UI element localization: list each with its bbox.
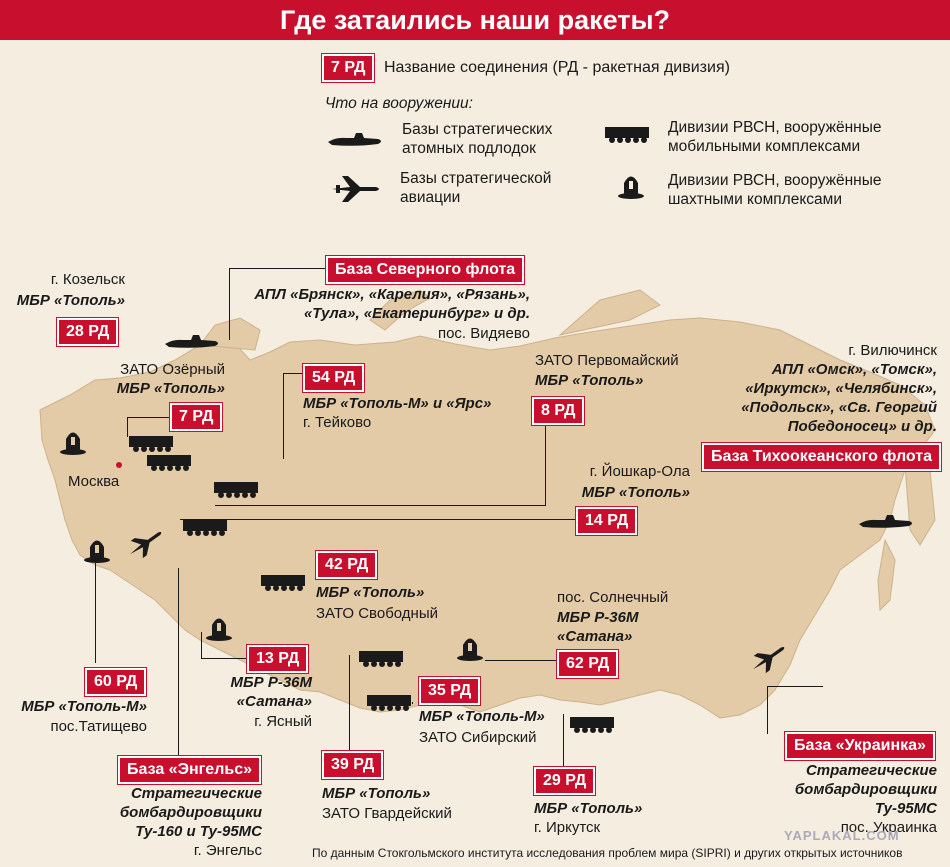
connector-line: [201, 632, 202, 658]
map-title: Где затаились наши ракеты?: [0, 0, 950, 40]
yasny-place: г. Ясный: [254, 713, 312, 730]
yoshkar-weapon: МБР «Тополь»: [581, 484, 690, 501]
pervomaisky-tag: 8 РД: [532, 397, 584, 425]
svobodny-tag: 42 РД: [316, 551, 377, 579]
yoshkar-tag: 14 РД: [576, 507, 637, 535]
mobile-launcher-icon: [366, 692, 414, 712]
ukrainka-bombers-2: бомбардировщики: [794, 781, 937, 798]
gvardeisky-place: ЗАТО Гвардейский: [322, 805, 452, 822]
kozelsk-weapon: МБР «Тополь»: [16, 292, 125, 309]
engels-place: г. Энгельс: [193, 842, 262, 859]
ukrainka-place: пос. Украинка: [840, 819, 937, 836]
solnechny-tag: 62 РД: [557, 650, 618, 678]
tatishchevo-place: пос.Татищево: [50, 718, 147, 735]
sibirsky-weapon: МБР «Тополь-М»: [419, 708, 545, 725]
silo-icon: [455, 632, 485, 662]
sibirsky-place: ЗАТО Сибирский: [419, 729, 537, 746]
yasny-tag: 13 РД: [247, 645, 308, 673]
submarine-icon: [163, 334, 223, 350]
connector-line: [283, 373, 284, 459]
connector-line: [485, 660, 557, 661]
legend-silo-l1: Дивизии РВСН, вооружённые: [668, 172, 882, 189]
north-fleet-subs-1: АПЛ «Брянск», «Карелия», «Рязань»,: [254, 286, 530, 303]
engels-bombers-3: Ту-160 и Ту-95МС: [135, 823, 262, 840]
irkutsk-tag: 29 РД: [534, 767, 595, 795]
mobile-launcher-icon: [260, 572, 308, 592]
watermark: YAPLAKAL.COM: [784, 828, 900, 843]
engels-bombers-1: Стратегические: [130, 785, 262, 802]
submarine-icon: [857, 514, 917, 530]
ozerny-weapon: МБР «Тополь»: [116, 380, 225, 397]
connector-line: [229, 268, 326, 269]
connector-line: [178, 568, 179, 756]
vilyuchinsk-subs-2: «Иркутск», «Челябинск»,: [745, 380, 937, 397]
ukrainka-tag: База «Украинка»: [785, 732, 935, 760]
ozerny-place: ЗАТО Озёрный: [120, 361, 225, 378]
source-footer: По данным Стокгольмского института исследования проблем мира (SIPRI) и других открытых источников: [312, 846, 903, 860]
north-fleet-tag: База Северного флота: [326, 256, 524, 284]
irkutsk-place: г. Иркутск: [534, 819, 601, 836]
yasny-weapon-1: МБР Р-36М: [230, 674, 312, 691]
yasny-weapon-2: «Сатана»: [236, 693, 312, 710]
tatishchevo-tag: 60 РД: [85, 668, 146, 696]
moscow-label: Москва: [68, 473, 120, 490]
teikovo-weapon: МБР «Тополь-М» и «Ярс»: [303, 395, 492, 412]
legend-tag-meaning: Название соединения (РД - ракетная дивизия): [384, 59, 730, 76]
connector-line: [201, 658, 247, 659]
moscow-marker: [116, 462, 122, 468]
vilyuchinsk-place: г. Вилючинск: [848, 342, 937, 359]
connector-line: [767, 686, 823, 687]
mobile-launcher-icon: [358, 648, 406, 668]
yoshkar-place: г. Йошкар-Ола: [589, 463, 690, 480]
connector-line: [95, 563, 96, 663]
svobodny-weapon: МБР «Тополь»: [316, 584, 425, 601]
connector-line: [767, 686, 768, 734]
submarine-icon: [326, 132, 386, 148]
north-fleet-subs-2: «Тула», «Екатеринбург» и др.: [303, 305, 530, 322]
mobile-launcher-icon: [213, 479, 261, 499]
irkutsk-weapon: МБР «Тополь»: [534, 800, 643, 817]
legend-mobile-l1: Дивизии РВСН, вооружённые: [668, 119, 882, 136]
solnechny-weapon-2: «Сатана»: [557, 628, 633, 645]
silo-icon: [82, 534, 112, 564]
teikovo-place: г. Тейково: [303, 414, 372, 431]
legend-aviation-l2: авиации: [400, 189, 461, 206]
pacific-fleet-tag: База Тихоокеанского флота: [702, 443, 941, 471]
mobile-launcher-icon: [604, 124, 652, 144]
silo-icon: [204, 612, 234, 642]
legend-silo-l2: шахтными комплексами: [668, 191, 842, 208]
tatishchevo-weapon: МБР «Тополь-М»: [21, 698, 147, 715]
vilyuchinsk-subs-1: АПЛ «Омск», «Томск»,: [771, 361, 937, 378]
teikovo-tag: 54 РД: [303, 364, 364, 392]
ukrainka-bombers-3: Ту-95МС: [874, 800, 937, 817]
engels-tag: База «Энгельс»: [118, 756, 261, 784]
legend-submarine-l2: атомных подлодок: [402, 140, 536, 157]
connector-line: [563, 714, 564, 766]
mobile-launcher-icon: [569, 714, 617, 734]
silo-icon: [58, 426, 88, 456]
vilyuchinsk-subs-4: Победоносец» и др.: [787, 418, 937, 435]
connector-line: [180, 519, 576, 520]
kozelsk-place: г. Козельск: [50, 271, 125, 288]
legend-mobile-l2: мобильными комплексами: [668, 138, 861, 155]
solnechny-place: пос. Солнечный: [557, 589, 669, 606]
ukrainka-bombers-1: Стратегические: [805, 762, 937, 779]
connector-line: [283, 373, 303, 374]
mobile-launcher-icon: [146, 452, 194, 472]
pervomaisky-place: ЗАТО Первомайский: [535, 352, 679, 369]
mobile-launcher-icon: [182, 517, 230, 537]
connector-line: [127, 417, 171, 418]
legend-aviation-l1: Базы стратегической: [400, 170, 552, 187]
engels-bombers-2: бомбардировщики: [119, 804, 262, 821]
sibirsky-tag: 35 РД: [419, 677, 480, 705]
kamchatka: [905, 465, 935, 545]
kozelsk-tag: 28 РД: [57, 318, 118, 346]
ozerny-tag: 7 РД: [170, 403, 222, 431]
gvardeisky-tag: 39 РД: [322, 751, 383, 779]
connector-line: [215, 505, 546, 506]
mobile-launcher-icon: [128, 433, 176, 453]
svobodny-place: ЗАТО Свободный: [316, 605, 438, 622]
legend-armament-heading: Что на вооружении:: [325, 95, 473, 112]
pervomaisky-weapon: МБР «Тополь»: [535, 372, 644, 389]
silo-icon: [616, 170, 646, 200]
sakhalin: [878, 540, 895, 610]
connector-line: [349, 655, 350, 751]
legend-submarine-l1: Базы стратегических: [402, 121, 553, 138]
vilyuchinsk-subs-3: «Подольск», «Св. Георгий: [741, 399, 937, 416]
connector-line: [229, 268, 230, 340]
solnechny-weapon-1: МБР Р-36М: [557, 609, 639, 626]
aviation-icon: [330, 174, 382, 204]
north-fleet-place: пос. Видяево: [437, 325, 530, 342]
gvardeisky-weapon: МБР «Тополь»: [322, 785, 431, 802]
legend-tag-example: 7 РД: [322, 54, 374, 82]
